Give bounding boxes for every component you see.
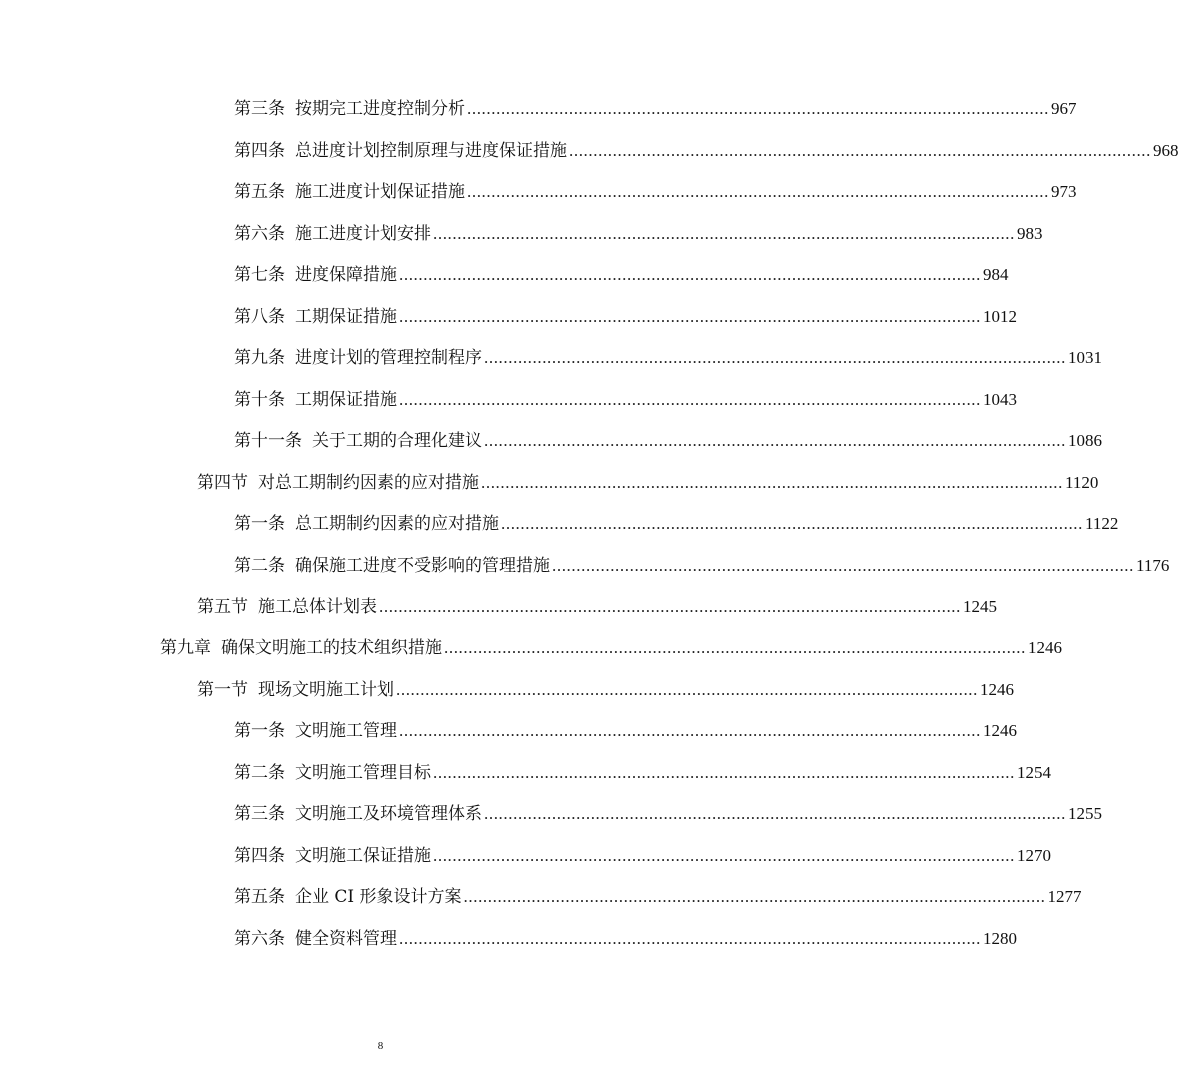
toc-entry-title: 文明施工管理目标 <box>295 763 431 783</box>
toc-entry[interactable] <box>197 678 1014 702</box>
toc-entry-title: 关于工期的合理化建议 <box>312 431 482 451</box>
toc-entry-title: 文明施工保证措施 <box>295 846 431 866</box>
toc-entry-number: 第四条 <box>234 846 285 866</box>
toc-entry-page: 1246 <box>1028 638 1062 657</box>
toc-entry-title: 健全资料管理 <box>295 929 397 949</box>
toc-entry-title: 施工总体计划表 <box>258 597 377 617</box>
toc-entry-page: 968 <box>1153 141 1179 160</box>
toc-leader-dots: ........................................................................................................................ <box>501 514 1083 533</box>
toc-entry-page: 1043 <box>983 390 1017 409</box>
toc-leader-dots: ........................................................................................................................ <box>444 638 1026 657</box>
toc-entry-title: 确保施工进度不受影响的管理措施 <box>295 556 550 576</box>
toc-entry-number: 第四条 <box>234 141 285 161</box>
toc-entry-page: 1031 <box>1068 348 1102 367</box>
toc-entry-title: 确保文明施工的技术组织措施 <box>221 638 442 658</box>
toc-leader-dots: ........................................................................................................................ <box>399 721 981 740</box>
toc-entry-title: 现场文明施工计划 <box>258 680 394 700</box>
toc-entry-page: 1280 <box>983 929 1017 948</box>
toc-entry[interactable] <box>234 719 1017 743</box>
toc-leader-dots: ........................................................................................................................ <box>379 597 961 616</box>
toc-leader-dots: ........................................................................................................................ <box>433 846 1015 865</box>
toc-entry-number: 第五节 <box>197 597 248 617</box>
toc-entry-page: 1277 <box>1047 887 1082 906</box>
toc-entry[interactable] <box>197 471 1099 495</box>
toc-entry-number: 第一条 <box>234 721 285 741</box>
toc-entry-title: 施工进度计划安排 <box>295 224 431 244</box>
toc-entry-title: 进度保障措施 <box>295 265 397 285</box>
toc-entry-number: 第一节 <box>197 680 248 700</box>
toc-leader-dots: ........................................................................................................................ <box>467 99 1049 118</box>
toc-entry-number: 第八条 <box>234 307 285 327</box>
toc-leader-dots: ........................................................................................................................ <box>484 804 1066 823</box>
toc-entry-number: 第十条 <box>234 390 285 410</box>
toc-entry[interactable] <box>234 222 1043 246</box>
toc-entry-page: 1255 <box>1068 804 1102 823</box>
toc-entry[interactable] <box>160 636 1062 660</box>
toc-leader-dots: ........................................................................................................................ <box>552 556 1134 575</box>
toc-entry[interactable] <box>234 885 1082 909</box>
toc-entry-number: 第十一条 <box>234 431 302 451</box>
toc-entry-number: 第五条 <box>234 887 285 907</box>
toc-entry-title: 企业 CI 形象设计方案 <box>295 887 462 907</box>
toc-entry-number: 第七条 <box>234 265 285 285</box>
toc-entry-title: 工期保证措施 <box>295 307 397 327</box>
toc-entry[interactable] <box>234 263 1009 287</box>
toc-entry[interactable] <box>234 927 1017 951</box>
toc-entry-page: 983 <box>1017 224 1043 243</box>
toc-entry[interactable] <box>234 139 1179 163</box>
toc-entry[interactable] <box>234 761 1051 785</box>
toc-entry-number: 第一条 <box>234 514 285 534</box>
toc-entry[interactable] <box>234 97 1077 121</box>
toc-entry[interactable] <box>234 180 1077 204</box>
toc-leader-dots: ........................................................................................................................ <box>433 224 1015 243</box>
toc-entry-page: 1270 <box>1017 846 1051 865</box>
toc-entry-title: 按期完工进度控制分析 <box>295 99 465 119</box>
toc-entry-page: 1176 <box>1136 556 1170 575</box>
toc-entry[interactable] <box>234 844 1051 868</box>
toc-entry-title: 对总工期制约因素的应对措施 <box>258 473 479 493</box>
toc-entry[interactable] <box>234 512 1119 536</box>
toc-leader-dots: ........................................................................................................................ <box>399 307 981 326</box>
toc-entry-number: 第九章 <box>160 638 211 658</box>
toc-entry[interactable] <box>234 429 1102 453</box>
toc-entry-page: 1254 <box>1017 763 1051 782</box>
toc-entry-title: 文明施工及环境管理体系 <box>295 804 482 824</box>
toc-entry-title: 施工进度计划保证措施 <box>295 182 465 202</box>
toc-entry-number: 第二条 <box>234 763 285 783</box>
toc-entry-number: 第二条 <box>234 556 285 576</box>
toc-entry-number: 第九条 <box>234 348 285 368</box>
toc-entry-number: 第六条 <box>234 929 285 949</box>
toc-entry-page: 984 <box>983 265 1009 284</box>
toc-entry-page: 973 <box>1051 182 1077 201</box>
toc-entry-number: 第五条 <box>234 182 285 202</box>
toc-entry[interactable] <box>234 346 1102 370</box>
toc-entry[interactable] <box>234 305 1017 329</box>
toc-entry-title: 总进度计划控制原理与进度保证措施 <box>295 141 567 161</box>
toc-entry-number: 第三条 <box>234 99 285 119</box>
toc-entry-title: 工期保证措施 <box>295 390 397 410</box>
toc-entry-page: 1012 <box>983 307 1017 326</box>
toc-entry-number: 第六条 <box>234 224 285 244</box>
toc-entry-page: 967 <box>1051 99 1077 118</box>
toc-entry-title: 总工期制约因素的应对措施 <box>295 514 499 534</box>
toc-leader-dots: ........................................................................................................................ <box>463 887 1046 906</box>
toc-entry[interactable] <box>234 554 1170 578</box>
toc-leader-dots: ........................................................................................................................ <box>399 929 981 948</box>
toc-entry-page: 1246 <box>983 721 1017 740</box>
toc-leader-dots: ........................................................................................................................ <box>569 141 1151 160</box>
toc-entry-page: 1122 <box>1085 514 1119 533</box>
toc-entry-number: 第三条 <box>234 804 285 824</box>
toc-entry[interactable] <box>234 802 1102 826</box>
toc-leader-dots: ........................................................................................................................ <box>481 473 1063 492</box>
toc-leader-dots: ........................................................................................................................ <box>484 431 1066 450</box>
toc-entry[interactable] <box>197 595 997 619</box>
toc-leader-dots: ........................................................................................................................ <box>396 680 978 699</box>
toc-entry-page: 1086 <box>1068 431 1102 450</box>
page-number: 8 <box>377 1040 384 1052</box>
toc-entry-page: 1245 <box>963 597 997 616</box>
toc-leader-dots: ........................................................................................................................ <box>399 265 981 284</box>
toc-leader-dots: ........................................................................................................................ <box>399 390 981 409</box>
toc-leader-dots: ........................................................................................................................ <box>467 182 1049 201</box>
toc-entry-title: 进度计划的管理控制程序 <box>295 348 482 368</box>
toc-leader-dots: ........................................................................................................................ <box>484 348 1066 367</box>
toc-entry-page: 1120 <box>1065 473 1099 492</box>
toc-leader-dots: ........................................................................................................................ <box>433 763 1015 782</box>
toc-entry-title: 文明施工管理 <box>295 721 397 741</box>
toc-entry-page: 1246 <box>980 680 1014 699</box>
toc-entry[interactable] <box>234 388 1017 412</box>
toc-entry-number: 第四节 <box>197 473 248 493</box>
